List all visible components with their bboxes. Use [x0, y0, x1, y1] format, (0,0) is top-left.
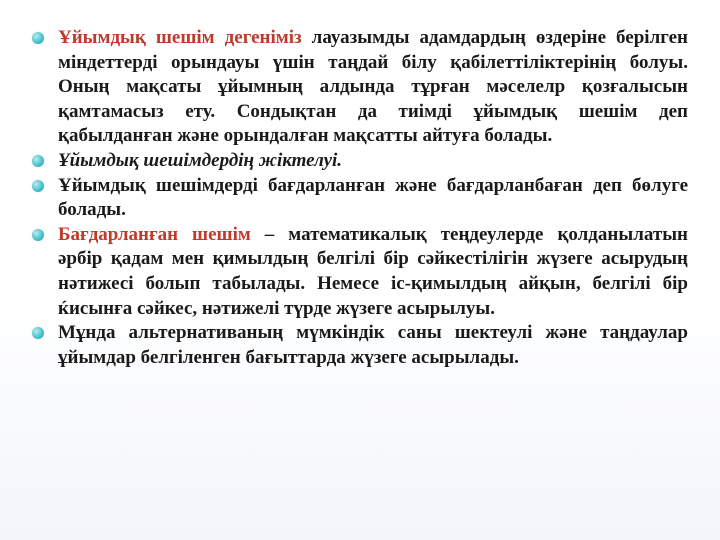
bullet-item-types [32, 174, 688, 223]
highlighted-term: Ұйымдық шешім дегеніміз [58, 27, 302, 48]
bullet-dot-icon [32, 155, 44, 167]
bullet-dot-icon [32, 180, 44, 192]
bullet-item-programmed [32, 223, 688, 321]
highlighted-term: Бағдарланған шешім [58, 223, 251, 245]
bullet-text: Ұйымдық шешімдердің жіктелуі. [58, 149, 343, 171]
bullet-item-alternatives [32, 321, 688, 370]
bullet-text: – математикалық теңдеулерде қолданылатын әрбір қадам мен қимылдың белгілі бір сәйкестілігін жүзеге асырудың нәтижесі болып табылады. Немесе іс-қимылдың айқын, белгілі бір ќисынға сәйкес, нәтижелі түрде жүзеге асырылуы. [58, 223, 688, 319]
bullet-item-classification [32, 149, 688, 174]
bullet-text: лауазымды адамдардың өздеріне берілген міндеттерді орындауы үшін таңдай білу қабілеттіліктерінің болуы. Оның мақсаты ұйымның алдында тұрған мәселелр қозғалысын қамтамасыз ету. Сондықтан да тиімді ұйымдық шешім деп қабылданған және орындалған мақсатты айтуға болады. [58, 27, 688, 147]
bullet-dot-icon [32, 229, 44, 241]
bullet-text: Ұйымдық шешімдерді бағдарланған және бағдарланбаған деп бөлуге болады. [58, 174, 688, 221]
bullet-dot-icon [32, 32, 44, 44]
bullet-dot-icon [32, 327, 44, 339]
bullet-list [32, 26, 688, 370]
bullet-item-definition [32, 26, 688, 149]
bullet-text: Мұнда альтернативаның мүмкіндік саны шектеулі және таңдаулар ұйымдар белгіленген бағыттарда жүзеге асырылады. [58, 322, 688, 368]
